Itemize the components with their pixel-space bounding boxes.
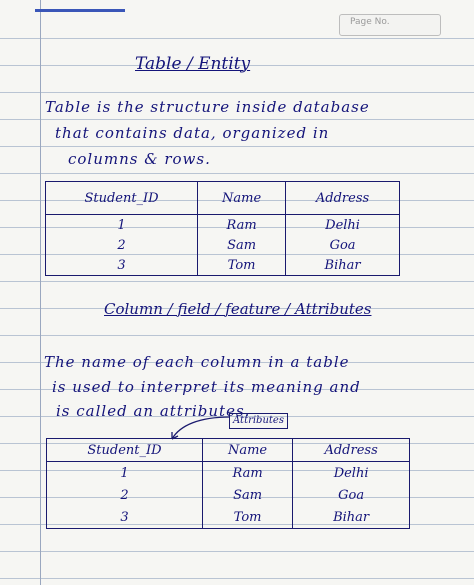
student-table-2: [46, 438, 410, 529]
table-cell: 2: [47, 484, 203, 506]
table-cell: 3: [47, 506, 203, 529]
table-cell: Bihar: [293, 506, 410, 529]
table-cell: Sam: [202, 484, 292, 506]
section1-paragraph-line-2: that contains data, organized in: [55, 124, 330, 142]
column-header-name: Name: [198, 182, 286, 215]
table-row: [46, 215, 400, 236]
column-header-student-id: Student_ID: [46, 182, 198, 215]
section1-heading: Table / Entity: [135, 54, 251, 74]
table-header-row: [46, 182, 400, 215]
table-cell: Tom: [202, 506, 292, 529]
section2-paragraph-line-1: The name of each column in a table: [44, 353, 350, 371]
table-cell: Ram: [198, 215, 286, 236]
table-row: [47, 484, 410, 506]
section1-paragraph-line-1: Table is the structure inside database: [45, 98, 370, 116]
table-cell: 1: [47, 462, 203, 485]
margin-line: [40, 0, 41, 585]
attributes-callout: Attributes: [229, 413, 288, 429]
section2-heading: Column / field / feature / Attributes: [104, 300, 372, 318]
table-cell: Goa: [286, 235, 400, 255]
table-row: [47, 462, 410, 485]
table-cell: 3: [46, 255, 198, 276]
section2-paragraph-line-3: is called an attributes.: [56, 402, 251, 420]
table-cell: 2: [46, 235, 198, 255]
page-number-box: [339, 14, 441, 36]
table-row: [46, 255, 400, 276]
table-cell: Sam: [198, 235, 286, 255]
table-row: [47, 506, 410, 529]
column-header-address: Address: [293, 439, 410, 462]
column-header-address: Address: [286, 182, 400, 215]
table-cell: Delhi: [286, 215, 400, 236]
table-cell: Ram: [202, 462, 292, 485]
table-cell: Goa: [293, 484, 410, 506]
table-cell: Delhi: [293, 462, 410, 485]
table-row: [46, 235, 400, 255]
section1-paragraph-line-3: columns & rows.: [68, 150, 211, 168]
column-header-student-id: Student_ID: [47, 439, 203, 462]
table-cell: Bihar: [286, 255, 400, 276]
table-cell: Tom: [198, 255, 286, 276]
section2-paragraph-line-2: is used to interpret its meaning and: [52, 378, 361, 396]
column-header-name: Name: [202, 439, 292, 462]
table-header-row: [47, 439, 410, 462]
top-blue-bar: [35, 9, 125, 12]
page-number-label: Page No.: [350, 17, 390, 27]
student-table-1: [45, 181, 400, 276]
table-cell: 1: [46, 215, 198, 236]
